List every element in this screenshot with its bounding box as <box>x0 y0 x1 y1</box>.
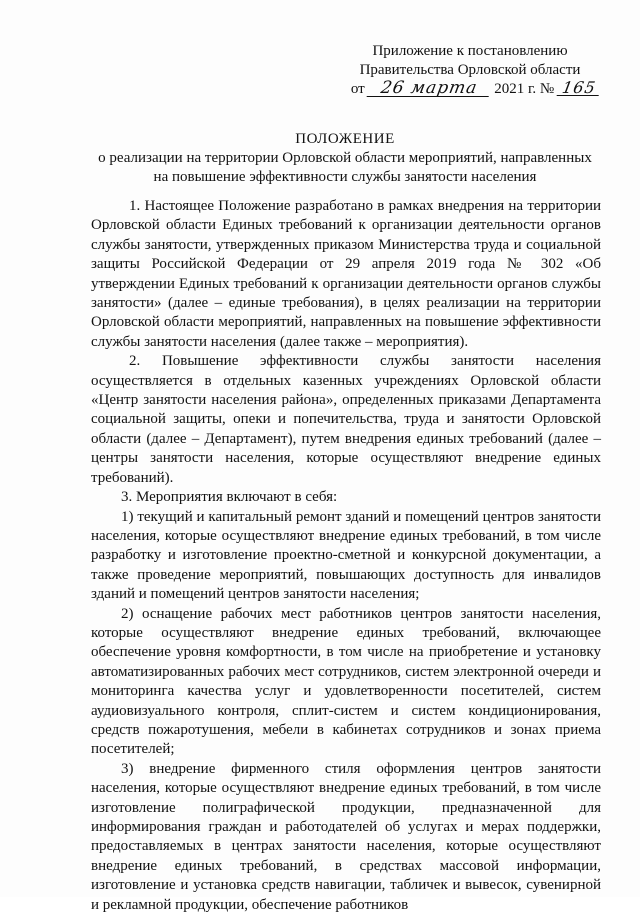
list-item-2: 2) оснащение рабочих мест работников центров занятости населения, которые осуществляют внедрение единых требований, включающее обеспечение уровня комфортности, в том числе на приобретение и установку автоматизированных рабочих мест сотрудников, систем электронной очереди и мониторинга качества услуг и удовлетворенности посетителей, систем аудиовизуального контроля, сплит-систем и систем кондиционирования, средств пожаротушения, мебели в кабинетах сотрудников и зонах приема посетителей; <box>91 605 601 758</box>
paragraph-1: 1. Настоящее Положение разработано в рамках внедрения на территории Орловской области Единых требований к организации деятельности органов службы занятости, утвержденных приказом Министерства труда и социальной защиты Российской Федерации от 29 апреля 2019 года № 302 «Об утверждении Единых требований к организации деятельности органов службы занятости» (далее – единые требования), в целях реализации на территории Орловской области мероприятий, направленных на повышение эффективности службы занятости населения (далее также – мероприятия). <box>91 198 601 350</box>
paragraph-3: 3. Мероприятия включают в себя: <box>121 489 338 506</box>
document-subtitle-line-2: на повышение эффективности службы занятости населения <box>153 169 537 185</box>
list-item-1: 1) текущий и капитальный ремонт зданий и помещений центров занятости населения, которые осуществляют внедрение единых требований, в том числе разработку и изготовление проектно-сметной и конкурсной документации, а также проведение мероприятий, повышающих доступность для инвалидов зданий и помещений центров занятости населения; <box>91 508 601 603</box>
list-item-3: 3) внедрение фирменного стиля оформления центров занятости населения, которые осуществляют внедрение единых требований, в том числе изготовление полиграфической продукции, предназначенной для информирования граждан и работодателей об услугах и мерах поддержки, предоставляемых в центрах занятости населения, которые осуществляют внедрение единых требований, в средствах массовой информации, изготовление и установка средств навигации, табличек и вывесок, сувенирной и рекламной продукции, обеспечение работников <box>91 760 601 913</box>
appendix-line-2: Правительства Орловской области <box>359 62 581 78</box>
handwritten-date: 26 марта <box>367 81 492 97</box>
document-title-block <box>90 130 600 187</box>
date-prefix: от <box>350 81 365 97</box>
paragraph-2: 2. Повышение эффективности службы занятости населения осуществляется в отдельных казенных учреждениях Орловской области «Центр занятости населения района», определенных приказами Департамента социальной защиты, опеки и попечительства, труда и занятости Орловской области (далее – Департамент), путем внедрения единых требований (далее – центры занятости населения, которые осуществляют внедрение единых требований). <box>91 353 601 486</box>
appendix-header <box>340 42 600 99</box>
handwritten-number: 165 <box>557 80 602 96</box>
document-title: ПОЛОЖЕНИЕ <box>295 131 395 147</box>
document-subtitle-line-1: о реализации на территории Орловской области мероприятий, направленных <box>98 150 592 166</box>
appendix-line-1: Приложение к постановлению <box>372 43 568 59</box>
date-year: 2021 г. № <box>494 81 555 97</box>
appendix-date-line <box>340 80 600 99</box>
document-body <box>91 197 601 915</box>
